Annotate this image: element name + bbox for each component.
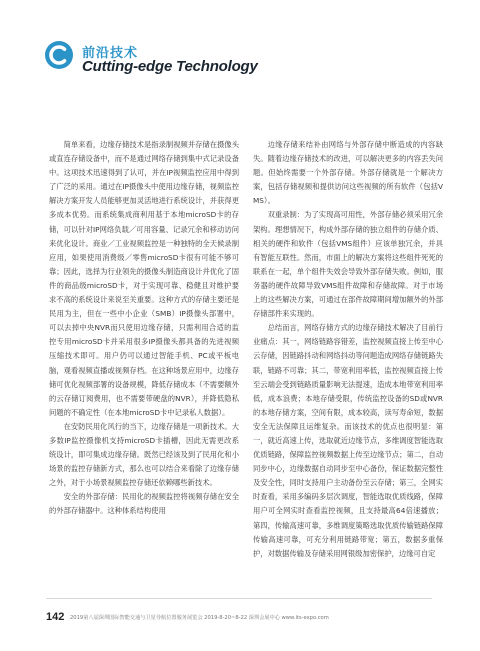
article-left-column [49, 138, 239, 570]
right-paragraph-1: 边缘存储来结补由网络与外部存储中断造成的内容缺失。随着边缘存储技术的改进，可以解决更多的内容丢失问题。但始终需要一个外部存储。外部存储就是一个解决方案，包括存储视频和提供访问这些视频的所有软件（包括VMS）。 [253, 140, 443, 206]
page-number: 142 [46, 611, 65, 623]
right-paragraph-2: 双重录制：为了实现高可用性，外部存储必须采用冗余架构。理想情况下，构成外部存储的独立组件的存储介质、相关的硬件和软件（包括VMS组件）应该单独冗余，并具有智能互联性。然而，市面上的解决方案将这些组件死死的联系在一起，单个组件失效会导致外部存储失败。例如，服务器的硬件故障导致VMS组件故障和存储故障。对于市场上的这些解决方案，可通过在部件故障期间增加额外的外部存储部件来实现的。 [253, 210, 443, 319]
section-title-cn: 前沿技术 [82, 46, 139, 61]
article-right-column [253, 138, 443, 570]
left-paragraph-3: 安全的外部存储：民用化的视频监控将视频存储在安全的外部存储器中。这种体系结构使用 [49, 492, 239, 516]
section-title-en: Cutting-edge Technology [82, 58, 258, 75]
footer-divider [46, 598, 432, 599]
right-paragraph-3: 总结而言，网络存储方式的边缘存储技术解决了目前行业痛点：其一，网络链路容错差，监控视频直接上传至中心云存储，因链路抖动和网络抖动等问题造成网络存储链路失联，链路不可靠；其二，带宽利用率低，监控视频直接上传至云端会受到链路质量影响无法提速，造成本地带宽利用率低，成本浪费；本地存储受限，传统监控设备的SD或NVR的本地存储方案，空间有限，成本较高，读写寿命短，数据安全无法保障且运维复杂。而该技术的优点也很明显：第一，就近高速上传，选取就近边缘节点，多维调度智能选取优质链路，保障监控视频数据上传至边缘节点；第二，自动同步中心，边缘数据自动同步至中心备份，保证数据完整性及安全性，同时支持用户主动备份至云存储；第三，全网实时查看，采用多编码多层次调度，智能选取优质线路，保障用户可全网实时查看监控视频，且支持最高64倍速播放；第四，传输高速可靠，多维调度策略选取优质传输链路保障传输高速可靠，可充分利用链路带宽；第五，数据多重保护，对数据传输及存储采用网银级加密保护，边缘可自定 [253, 323, 443, 558]
left-paragraph-1: 简单来看，边缘存储技术是指录制视频并存储在摄像头或直连存储设备中，而不是通过网络存储到集中式记录设备中。这项技术迅速得到了认可，并在IP视频监控应用中得到了广泛的采用。通过在IP摄像头中使用边缘存储，视频监控解决方案开发人员能够更加灵活地进行系统设计，并获得更多成本优势。而系统集成商利用基于本地microSD卡的存储，可以针对IP网络负载／可用容量、记录冗余和移动访问来优化设计。商业／工业视频监控是一种独特的全天候录制应用，如果使用消费级／零售microSD卡很有可能不够可靠；因此，选择为行业领先的摄像头制造商设计并优化了固件的商品级microSD卡，对于实现可靠、稳健且对维护要求不高的系统设计来说至关重要。这种方式的存储主要还是民用为主，但在一些中小企业（SMB）IP摄像头部署中，可以去掉中央NVR而只使用边缘存储，只需利用合适的监控专用microSD卡并采用很多IP摄像头都具备的先进视频压缩技术即可。用户仍可以通过智能手机、PC或平板电脑，观看视频直播或视频存档。在这种场景应用中，边缘存储可优化视频部署的设备规模，降低存储成本（不需要额外的云存储订阅费用，也不需要带硬盘的NVR），并降低隐私问题的不确定性（在本地microSD卡中记录私人数据）。 [49, 140, 239, 417]
section-logo [44, 40, 74, 70]
left-paragraph-2: 在安防民用化风行的当下，边缘存储是一项新技术。大多数IP监控摄像机支持microSD卡插槽，因此无需更改系统设计，即可集成边缘存储。既然已经该及到了民用化和小场景的监控存储新方式，那么也可以结合来看除了边缘存储之外，对于小场景视频监控存储还依赖哪些新技术。 [49, 421, 239, 488]
footer-text: 2019第八届深圳国际智能交通与卫星导航位置服务展览会 2019-8-20~8-22 深圳会展中心 www.its-expo.com [70, 615, 329, 621]
c-logo-icon [44, 40, 74, 70]
